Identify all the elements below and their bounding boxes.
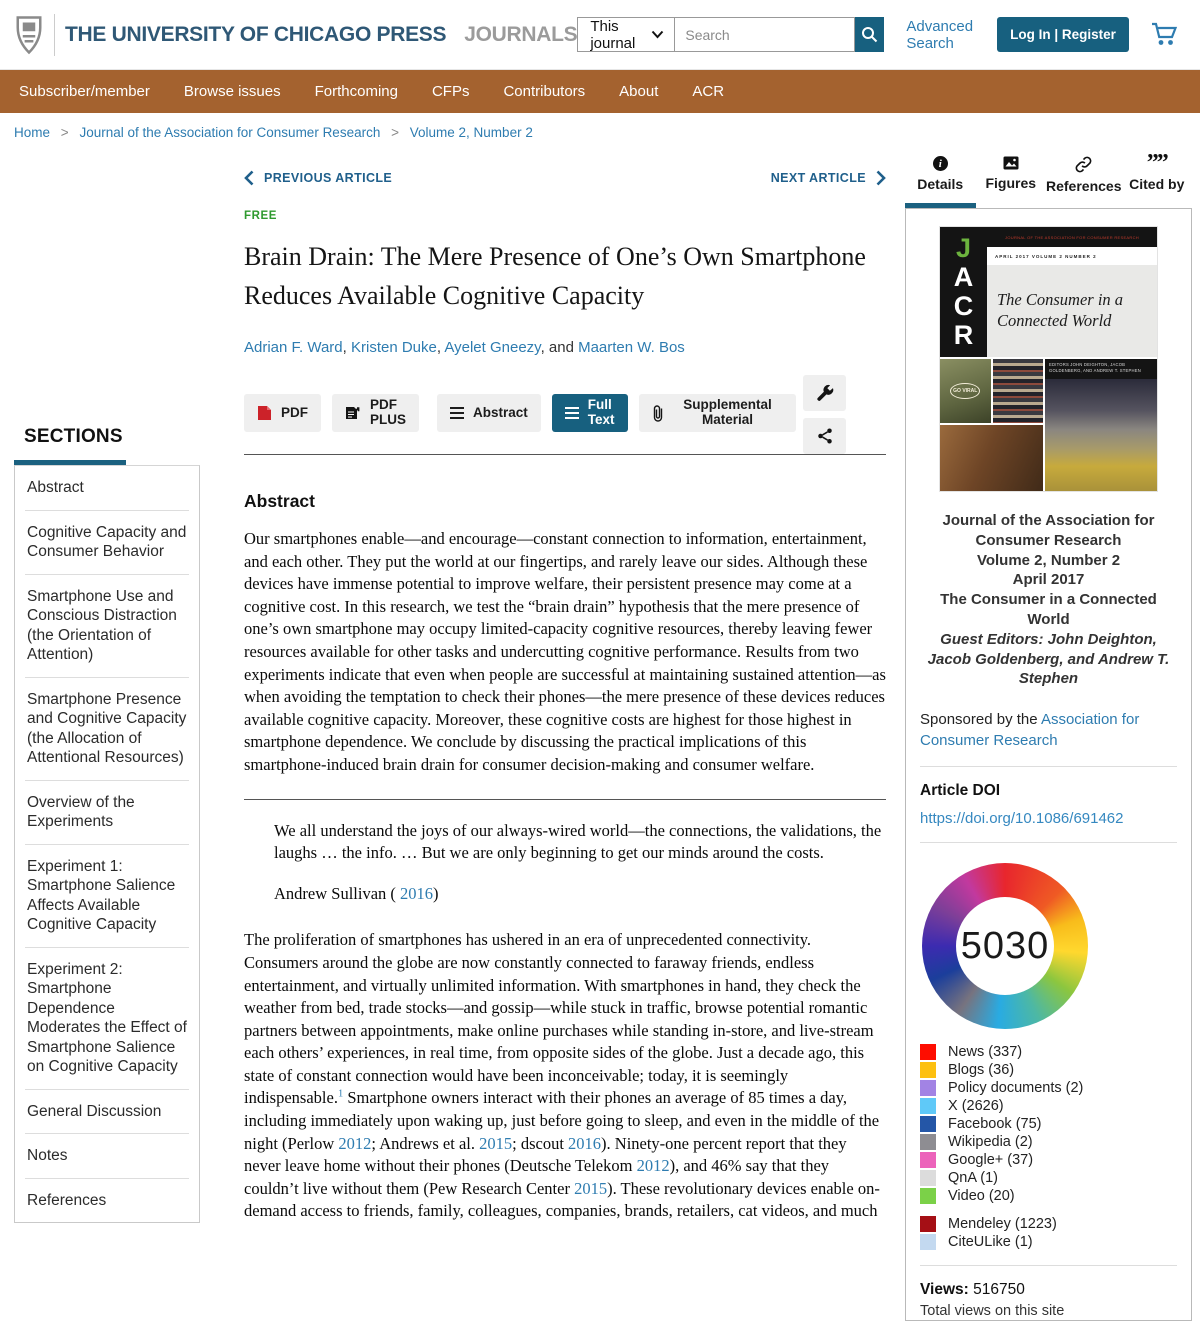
details-panel	[905, 152, 1192, 1321]
legend-row: Blogs (36)	[920, 1061, 1177, 1078]
cover-title-area	[987, 265, 1157, 357]
views-footnote: Total views on this site	[920, 1303, 1065, 1320]
chevron-left-icon	[244, 170, 254, 186]
issue-theme: The Consumer in a Connected World	[940, 591, 1157, 628]
legend-row: QnA (1)	[920, 1169, 1177, 1186]
section-item-smartphone-presence[interactable]: Smartphone Presence and Cognitive Capacity (the Allocation of Attentional Resources)	[25, 678, 189, 781]
legend-row: Google+ (37)	[920, 1151, 1177, 1168]
hands-phone-photo	[940, 425, 1043, 491]
section-item-general-discussion[interactable]: General Discussion	[25, 1090, 189, 1135]
details-content	[905, 208, 1192, 1321]
tab-references[interactable]: References	[1046, 152, 1122, 208]
article-title: Brain Drain: The Mere Presence of One’s Own Smartphone Reduces Available Cognitive Capacity	[244, 242, 866, 310]
legend-swatch	[920, 1044, 936, 1060]
pdf-icon	[257, 405, 272, 421]
phone-stack-photo	[993, 359, 1044, 423]
cover-spine: J A C R	[940, 227, 987, 357]
references-link-icon	[1075, 156, 1092, 173]
search-scope-select[interactable]	[577, 17, 675, 52]
legend-row: Policy documents (2)	[920, 1079, 1177, 1096]
wrench-icon	[815, 384, 834, 403]
nav-item-forthcoming[interactable]: Forthcoming	[314, 83, 398, 100]
sections-sidebar	[14, 426, 200, 1223]
share-icon	[816, 427, 834, 445]
article-pager	[244, 170, 886, 186]
cited-by-icon: ””	[1146, 150, 1167, 176]
breadcrumb-separator: >	[60, 125, 69, 140]
altmetric-legend-secondary	[920, 1215, 1177, 1250]
breadcrumb-separator: >	[391, 125, 399, 140]
cover-masthead: JOURNAL OF THE ASSOCIATION FOR CONSUMER RESEARCH	[987, 227, 1157, 247]
toolbar-divider	[244, 454, 886, 455]
legend-row: Facebook (75)	[920, 1115, 1177, 1132]
search-button[interactable]	[855, 17, 884, 52]
full-text-icon	[565, 407, 579, 419]
citation-link[interactable]: 2015	[574, 1178, 608, 1198]
altmetric-badge[interactable]	[922, 863, 1088, 1029]
tab-figures[interactable]: Figures	[976, 152, 1047, 208]
abstract-icon	[450, 407, 464, 419]
legend-swatch	[920, 1062, 936, 1078]
cart-icon[interactable]	[1151, 22, 1178, 47]
footnote-1-link[interactable]: 1	[337, 1088, 344, 1100]
article-toolbar	[244, 394, 886, 432]
article-tools	[803, 375, 846, 454]
citation-link[interactable]: 2016	[568, 1133, 602, 1153]
tab-details[interactable]: i Details	[905, 152, 976, 208]
author-link[interactable]: Adrian F. Ward	[244, 339, 343, 356]
legend-row: X (2626)	[920, 1097, 1177, 1114]
legend-swatch	[920, 1170, 936, 1186]
legend-swatch	[920, 1080, 936, 1096]
legend-swatch	[920, 1216, 936, 1232]
search-area	[577, 17, 1178, 52]
search-icon	[861, 26, 878, 43]
section-item-smartphone-use[interactable]: Smartphone Use and Conscious Distraction (the Orientation of Attention)	[25, 575, 189, 678]
sections-list	[14, 465, 200, 1223]
nav-item-cfps[interactable]: CFPs	[431, 83, 470, 100]
section-item-references[interactable]: References	[27, 1191, 107, 1209]
section-item-notes[interactable]: Notes	[25, 1134, 189, 1179]
top-header	[0, 0, 1200, 70]
tools-button[interactable]	[803, 375, 846, 411]
legend-row: Video (20)	[920, 1187, 1177, 1204]
author-link[interactable]: Ayelet Gneezy	[444, 339, 541, 356]
article-column	[244, 170, 886, 1240]
details-tabs	[905, 152, 1192, 208]
breadcrumb-home[interactable]: Home	[14, 125, 51, 140]
cover-title: The Consumer in a Connected World	[997, 290, 1124, 330]
nav-item-subscriber-member[interactable]: Subscriber/member	[19, 83, 150, 100]
citation-link[interactable]: 2016	[400, 883, 434, 903]
full-text-button[interactable]: Full Text	[552, 394, 628, 432]
legend-row: CiteULike (1)	[920, 1233, 1177, 1250]
section-item-overview[interactable]: Overview of the Experiments	[25, 781, 189, 845]
altmetric-score: 5030	[960, 924, 1050, 967]
breadcrumb-journal[interactable]: Journal of the Association for Consumer Research	[79, 125, 381, 140]
pdf-button[interactable]: PDF	[244, 394, 321, 432]
city-crossing-photo	[1045, 379, 1157, 491]
sections-heading: SECTIONS	[24, 426, 123, 447]
legend-swatch	[920, 1098, 936, 1114]
journal-info	[920, 511, 1177, 689]
content-area	[0, 146, 1200, 1321]
section-item-cognitive-capacity[interactable]: Cognitive Capacity and Consumer Behavior	[25, 511, 189, 575]
citation-link[interactable]: 2012	[636, 1156, 670, 1176]
abstract-button[interactable]: Abstract	[437, 394, 541, 432]
press-suffix: JOURNALS	[464, 22, 578, 46]
nav-item-browse-issues[interactable]: Browse issues	[183, 83, 281, 100]
chevron-down-icon	[651, 30, 664, 39]
press-name: THE UNIVERSITY OF CHICAGO PRESS	[65, 22, 447, 46]
guest-editors: Guest Editors: John Deighton, Jacob Goldenberg, and Andrew T. Stephen	[927, 630, 1170, 688]
sponsor-link[interactable]: Association for Consumer Research	[920, 711, 1140, 750]
breadcrumb	[0, 113, 1200, 146]
journal-nav	[0, 70, 1200, 113]
cover-photo-collage	[940, 359, 1157, 491]
cover-top	[940, 227, 1157, 357]
go-viral-photo: GO VIRAL	[940, 359, 991, 423]
author-list: Adrian F. Ward, Kristen Duke, Ayelet Gneezy, and Maarten W. Bos	[244, 339, 685, 356]
logo-divider	[54, 14, 55, 56]
chevron-right-icon	[876, 170, 886, 186]
abstract-text: Our smartphones enable—and encourage—constant connection to information, entertainment, and each other. They put the world at our fingertips, and rarely leave our sides. Although these devices have immense potential to improve welfare, their persistent presence may come at a cognitive cost. In this research, we test the “brain drain” hypothesis that the mere presence of one’s own smartphone may occupy limited-capacity cognitive resources, thereby leaving fewer resources available for other tasks and undercutting cognitive performance. Results from two experiments indicate that even when people are successful at maintaining sustained attention—as when avoiding the temptation to check their phones—the mere presence of these devices reduces available cognitive capacity. Moreover, these cognitive costs are highest for those highest in smartphone dependence. We conclude by discussing the practical implications of this smartphone-induced brain drain for consumer decision-making and consumer welfare.	[244, 529, 886, 774]
previous-article-link[interactable]: PREVIOUS ARTICLE	[244, 170, 392, 186]
legend-row: Mendeley (1223)	[920, 1215, 1177, 1232]
nav-item-contributors[interactable]: Contributors	[503, 83, 586, 100]
views-count: Views: 516750	[920, 1281, 1025, 1299]
tab-cited-by[interactable]: ”” Cited by	[1129, 150, 1185, 192]
doi-heading: Article DOI	[920, 782, 1001, 800]
altmetric-legend	[920, 1043, 1177, 1250]
abstract-heading: Abstract	[244, 491, 315, 511]
legend-swatch	[920, 1188, 936, 1204]
info-icon: i	[933, 156, 948, 171]
cover-issue-line: APRIL 2017 VOLUME 2 NUMBER 2	[987, 247, 1157, 265]
panel-divider	[920, 1265, 1177, 1266]
paperclip-icon	[652, 403, 664, 423]
citation-link[interactable]: 2015	[479, 1133, 513, 1153]
legend-row: News (337)	[920, 1043, 1177, 1060]
nav-item-acr[interactable]: ACR	[692, 83, 725, 100]
advanced-search-link[interactable]: Advanced Search	[906, 17, 974, 52]
sponsor-line: Sponsored by the Association for Consumer Research	[920, 711, 1140, 750]
supplemental-material-button[interactable]: Supplemental Material	[639, 394, 796, 432]
citation-link[interactable]: 2012	[338, 1133, 372, 1153]
panel-divider	[920, 766, 1177, 767]
figures-icon	[1003, 156, 1019, 170]
login-register-button[interactable]: Log In | Register	[997, 17, 1129, 52]
cover-editors-line: EDITORS JOHN DEIGHTON, JACOB GOLDENBERG, AND ANDREW T. STEPHEN	[1045, 359, 1157, 379]
abstract-divider	[244, 799, 886, 800]
journal-volume: Volume 2, Number 2	[976, 551, 1121, 569]
pdf-plus-icon	[345, 405, 361, 421]
epigraph-attribution: Andrew Sullivan ( 2016)	[274, 883, 439, 903]
legend-swatch	[920, 1152, 936, 1168]
legend-swatch	[920, 1234, 936, 1250]
section-item-experiment-1[interactable]: Experiment 1: Smartphone Salience Affects Available Cognitive Capacity	[25, 845, 189, 948]
section-item-experiment-2[interactable]: Experiment 2: Smartphone Dependence Moderates the Effect of Smartphone Salience on Cognitive Capacity	[25, 948, 189, 1090]
section-item-abstract[interactable]: Abstract	[25, 466, 189, 511]
uchicago-crest-icon	[14, 15, 44, 55]
journal-date: April 2017	[1012, 571, 1085, 589]
body-paragraph: The proliferation of smartphones has ushered in an era of unprecedented connectivity. Consumers around the globe are now constantly connected to faraway friends, endless entertainment, and virtually unlimited information. With smartphones in hand, they check the weather from bed, trade stocks—and gossip—while stuck in traffic, browse potential romantic partners between appointments, make online purchases while standing in-store, and live-stream each others’ experiences, in real time, from opposite sides of the globe. Just a decade ago, this state of constant connection would have been inconceivable; today, it is seemingly indispensable.$^1$ Smartphone owners interact with their phones an average of 85 times a day, including immediately upon waking up, just before going to sleep, and even in the middle of the night (Perlow 2012; Andrews et al. 2015; dscout 2016). Ninety-one percent report that they never leave home without their phones (Deutsche Telekom 2012), and 46% say that they couldn’t live without them (Pew Research Center 2015). These revolutionary devices enable on-demand access to friends, family, colleagues, companies, brands, retailers, cat videos, and much	[244, 930, 880, 1221]
legend-swatch	[920, 1134, 936, 1150]
nav-item-about[interactable]: About	[619, 83, 659, 100]
author-link[interactable]: Kristen Duke	[351, 339, 437, 356]
breadcrumb-issue[interactable]: Volume 2, Number 2	[409, 125, 533, 140]
doi-link[interactable]: https://doi.org/10.1086/691462	[920, 810, 1124, 828]
panel-divider	[920, 842, 1177, 843]
legend-swatch	[920, 1116, 936, 1132]
search-scope-value: This journal	[590, 17, 636, 52]
altmetric-score-area	[956, 897, 1054, 995]
free-access-badge: FREE	[244, 210, 278, 222]
journal-title: Journal of the Association for Consumer Research	[942, 512, 1155, 549]
next-article-link[interactable]: NEXT ARTICLE	[771, 170, 886, 186]
legend-row: Wikipedia (2)	[920, 1133, 1177, 1150]
epigraph-quote: We all understand the joys of our always-wired world—the connections, the validations, the laughs … the info. … But we are only beginning to get our minds around the costs.	[274, 820, 882, 863]
search-input[interactable]	[675, 17, 855, 52]
cover-right	[987, 227, 1157, 357]
press-logo[interactable]	[14, 14, 577, 56]
share-button[interactable]	[803, 418, 846, 454]
author-link[interactable]: Maarten W. Bos	[578, 339, 685, 356]
journal-cover-image[interactable]	[940, 227, 1157, 491]
pdf-plus-button[interactable]: PDF PLUS	[332, 394, 419, 432]
